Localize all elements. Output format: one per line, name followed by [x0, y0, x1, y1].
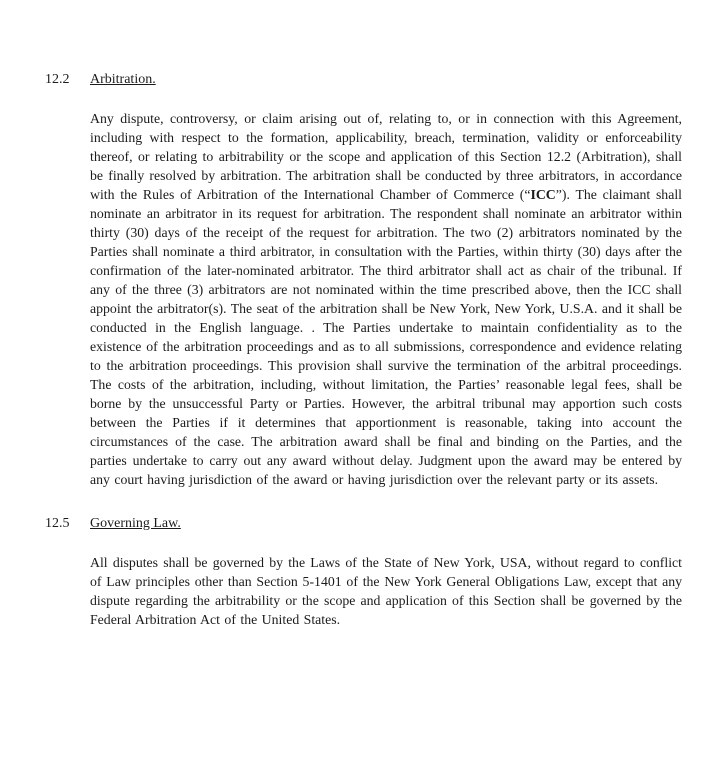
section-governing-law [45, 514, 682, 629]
section-number: 12.2 [45, 72, 70, 87]
section-paragraph: All disputes shall be governed by the Laws of the State of New York, USA, without regard to conflict of Law principles other than Section 5-1401 of the New York General Obligations Law, except that any dispute regarding the arbitrability or the scope and application of this Section shall be governed by the Federal Arbitration Act of the United States. [90, 555, 682, 627]
section-title: Arbitration. [90, 72, 156, 87]
section-paragraph: Any dispute, controversy, or claim arising out of, relating to, or in connection with this Agreement, including with respect to the formation, applicability, breach, termination, validity or enforceability thereof, or relating to arbitrability or the scope and application of this Section 12.2 (Arbitration), shall be finally resolved by arbitration. The arbitration shall be conducted by three arbitrators, in accordance with the Rules of Arbitration of the International Chamber of Commerce (“ICC”). The claimant shall nominate an arbitrator in its request for arbitration. The respondent shall nominate an arbitrator within thirty (30) days of the receipt of the request for arbitration. The two (2) arbitrators nominated by the Parties shall nominate a third arbitrator, in consultation with the Parties, within thirty (30) days after the confirmation of the later-nominated arbitrator. The third arbitrator shall act as chair of the tribunal. If any of the three (3) arbitrators are not nominated within the time prescribed above, then the ICC shall appoint the arbitrator(s). The seat of the arbitration shall be New York, New York, U.S.A. and it shall be conducted in the English language. . The Parties undertake to maintain confidentiality as to the existence of the arbitration proceedings and as to all submissions, correspondence and evidence relating to the arbitration proceedings. This provision shall survive the termination of the arbitral proceedings. The costs of the arbitration, including, without limitation, the Parties’ reasonable legal fees, shall be borne by the unsuccessful Party or Parties. However, the arbitral tribunal may apportion such costs between the Parties if it determines that apportionment is reasonable, taking into account the circumstances of the case. The arbitration award shall be final and binding on the Parties, and the parties undertake to carry out any award without delay. Judgment upon the award may be entered by any court having jurisdiction of the award or having jurisdiction over the relevant party or its assets. [90, 111, 683, 487]
section-title: Governing Law. [90, 516, 181, 531]
section-number: 12.5 [45, 516, 70, 531]
section-arbitration [45, 70, 682, 489]
section-heading-row [45, 70, 682, 89]
section-heading-row [45, 514, 682, 533]
